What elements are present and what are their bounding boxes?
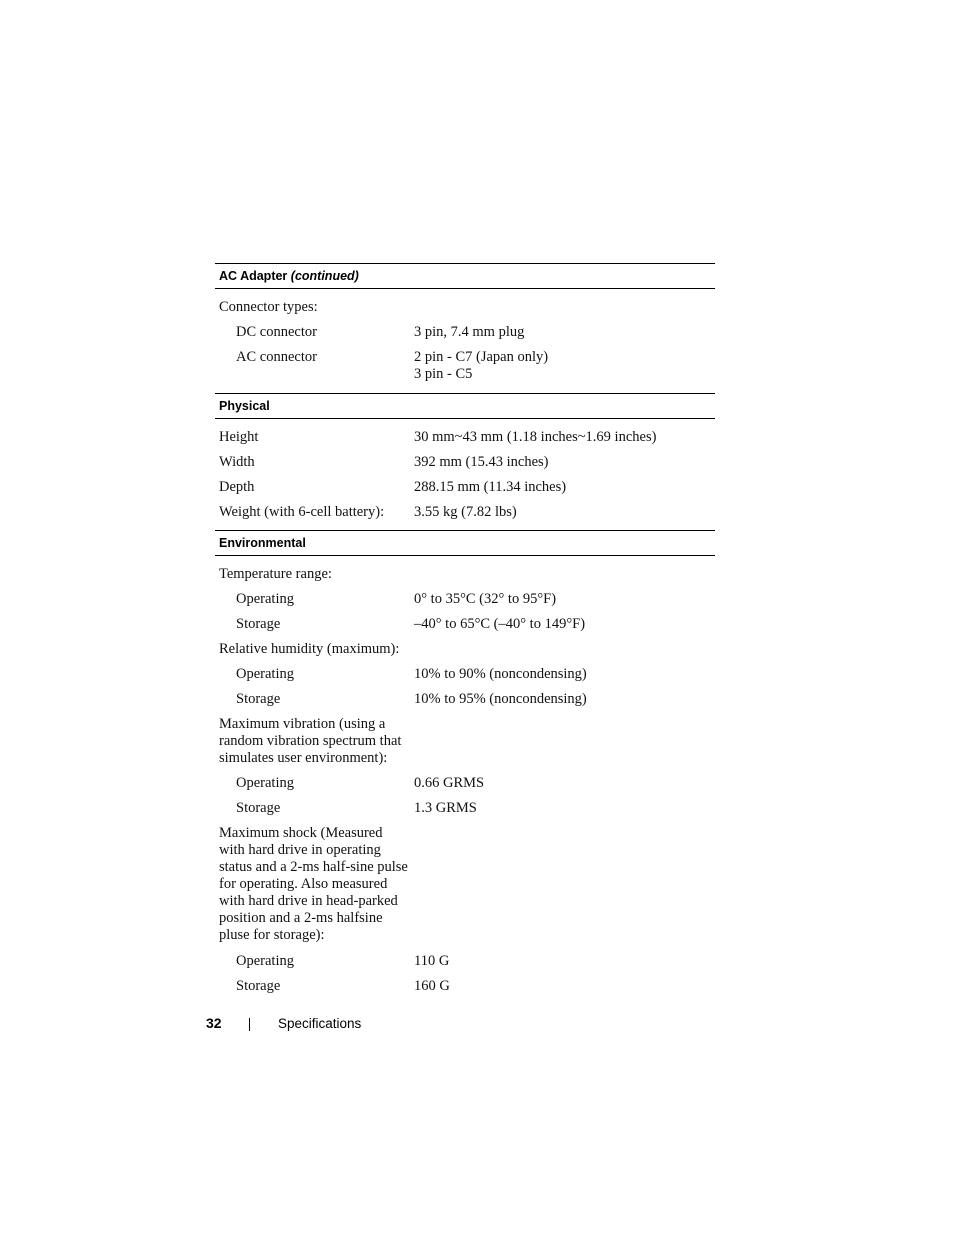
spec-label: Storage: [236, 616, 281, 632]
spec-value: 0° to 35°C (32° to 95°F): [414, 591, 557, 607]
spec-label: [219, 716, 409, 767]
section-title-suffix: (continued): [290, 269, 359, 283]
spec-value-line: 3 pin - C5: [414, 366, 473, 382]
spec-value: –40° to 65°C (–40° to 149°F): [414, 616, 586, 632]
spec-label: [219, 825, 409, 944]
spec-label-line: Maximum vibration (using a: [219, 716, 386, 732]
section-title: Environmental: [219, 536, 306, 550]
section-title: Physical: [219, 399, 270, 413]
spec-label: Depth: [219, 479, 255, 495]
section-physical: [215, 393, 715, 520]
spec-label-line: status and a 2-ms half-sine pulse: [219, 859, 408, 875]
spec-label: Operating: [236, 591, 294, 607]
spec-value: 392 mm (15.43 inches): [414, 454, 549, 470]
spec-label-line: Maximum shock (Measured: [219, 825, 383, 841]
spec-label: Operating: [236, 666, 294, 682]
spec-label-line: for operating. Also measured: [219, 876, 388, 892]
spec-value: 3 pin, 7.4 mm plug: [414, 324, 525, 340]
spec-label-line: pluse for storage):: [219, 927, 325, 943]
spec-value: [414, 349, 714, 383]
spec-label: Connector types:: [219, 299, 318, 315]
spec-value: 0.66 GRMS: [414, 775, 485, 791]
section-title: AC Adapter: [219, 269, 288, 283]
spec-label-line: with hard drive in operating: [219, 842, 381, 858]
spec-label: Weight (with 6-cell battery):: [219, 504, 385, 520]
spec-label: Storage: [236, 800, 281, 816]
spec-label-line: random vibration spectrum that: [219, 733, 402, 749]
spec-value: 110 G: [414, 953, 450, 969]
spec-label: Operating: [236, 775, 294, 791]
spec-label: Storage: [236, 691, 281, 707]
spec-label: Temperature range:: [219, 566, 332, 582]
section-header-environmental: [215, 530, 715, 556]
section-ac-adapter: [215, 263, 715, 382]
spec-label: Height: [219, 429, 259, 445]
spec-value: 10% to 90% (noncondensing): [414, 666, 587, 682]
spec-value-line: 2 pin - C7 (Japan only): [414, 349, 549, 365]
spec-label: AC connector: [236, 349, 317, 365]
spec-value: 1.3 GRMS: [414, 800, 477, 816]
spec-value: 3.55 kg (7.82 lbs): [414, 504, 517, 520]
section-environmental: [215, 530, 715, 994]
spec-label-line: with hard drive in head-parked: [219, 893, 398, 909]
spec-label: DC connector: [236, 324, 317, 340]
spec-label: Storage: [236, 978, 281, 994]
page-number: 32: [206, 1015, 222, 1031]
spec-label-line: position and a 2-ms halfsine: [219, 910, 383, 926]
footer-title: Specifications: [278, 1016, 362, 1031]
spec-value: 30 mm~43 mm (1.18 inches~1.69 inches): [414, 429, 657, 445]
spec-label: Width: [219, 454, 255, 470]
section-header-ac-adapter: [215, 263, 715, 289]
section-header-physical: [215, 393, 715, 419]
footer-divider: [249, 1018, 250, 1031]
spec-label: Relative humidity (maximum):: [219, 641, 400, 657]
spec-value: 288.15 mm (11.34 inches): [414, 479, 567, 495]
spec-value: 10% to 95% (noncondensing): [414, 691, 587, 707]
spec-label-line: simulates user environment):: [219, 750, 388, 766]
spec-label: Operating: [236, 953, 294, 969]
spec-value: 160 G: [414, 978, 450, 994]
